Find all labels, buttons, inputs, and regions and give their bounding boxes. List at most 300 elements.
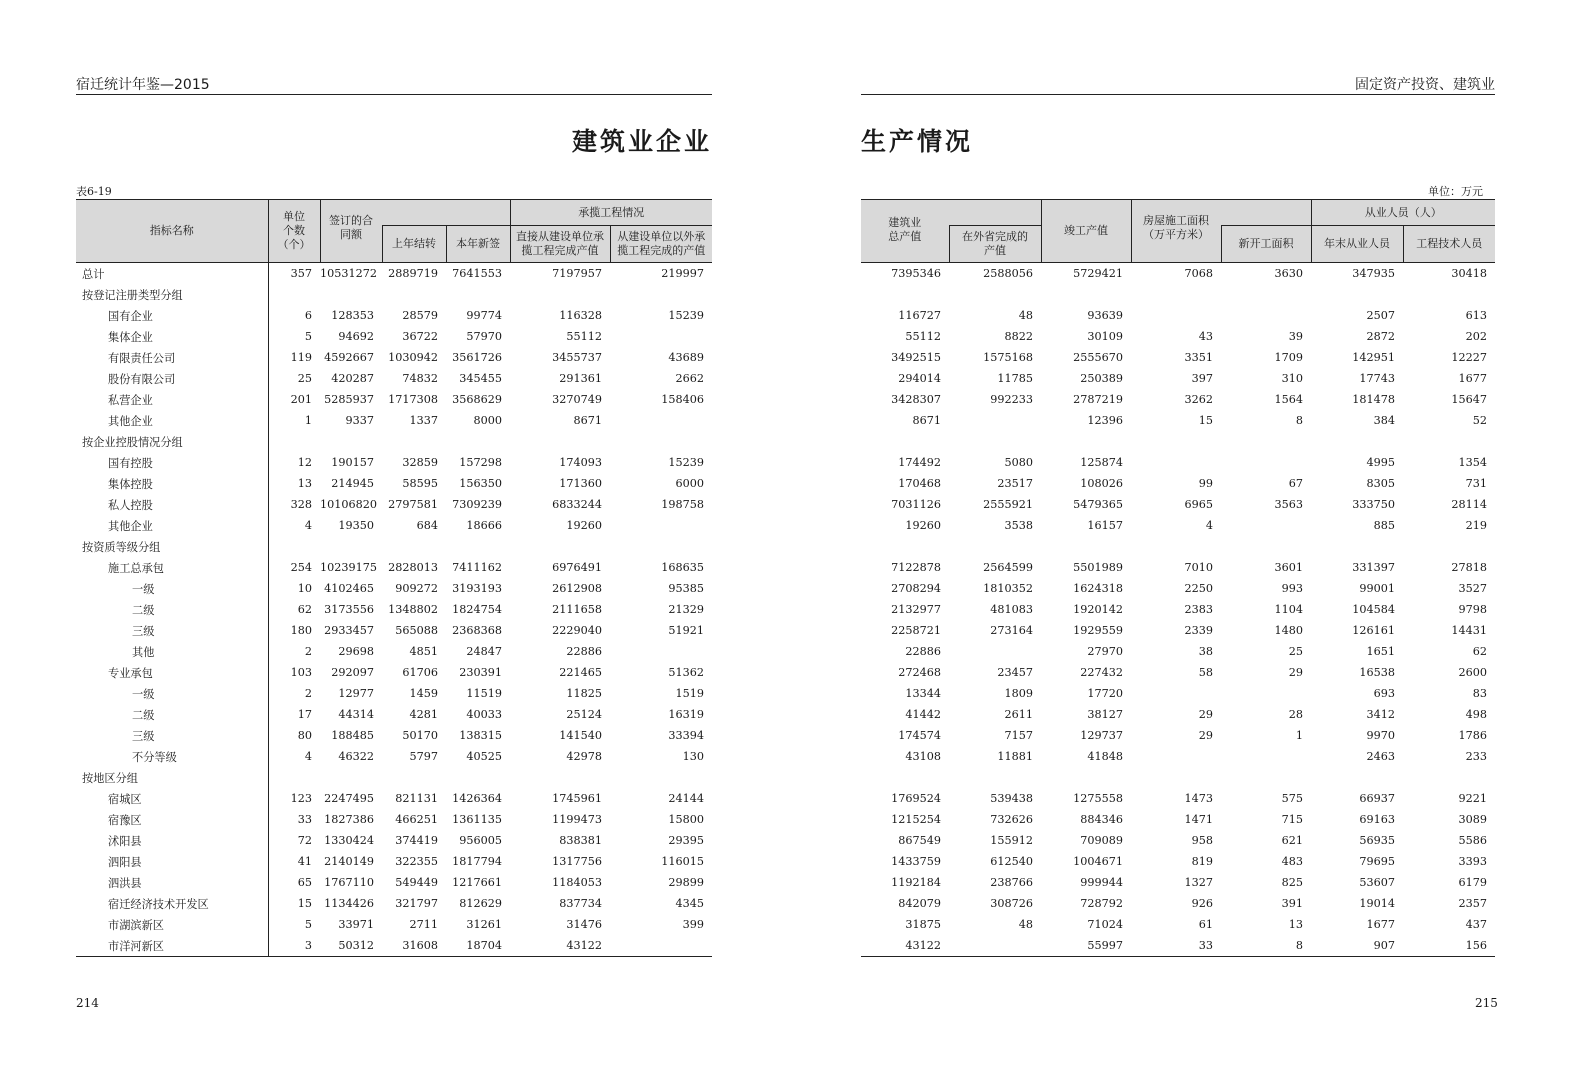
table-cell: 384: [1373, 414, 1395, 427]
header-rule-left: [76, 94, 712, 95]
table-cell: 907: [1311, 935, 1403, 957]
table-cell: 2872: [1366, 330, 1395, 343]
table-cell: 812629: [459, 897, 502, 910]
table-cell: 1677: [1366, 918, 1395, 931]
table-cell: 884346: [1080, 813, 1123, 826]
table-cell: 168635: [661, 561, 704, 574]
col-area-header: 房屋施工面积 （万平方米）: [1131, 200, 1221, 263]
table-cell: 7068: [1184, 267, 1213, 280]
table-cell: 104584: [1352, 603, 1395, 616]
table-row: [76, 410, 712, 431]
running-header-left: 宿迁统计年鉴—2015: [76, 77, 210, 93]
table-row: [76, 620, 712, 641]
table-cell: 219: [1465, 519, 1487, 532]
table-cell: [1221, 284, 1311, 305]
table-cell: 126161: [1352, 624, 1395, 637]
table-cell: 41442: [905, 708, 941, 721]
table-cell: 2132977: [891, 603, 941, 616]
table-cell: 549449: [395, 876, 438, 889]
table-cell: 5479365: [1073, 498, 1123, 511]
table-cell: 201: [290, 393, 312, 406]
table-cell: 4: [304, 750, 312, 763]
table-cell: 1330424: [324, 834, 374, 847]
table-cell: 13344: [905, 687, 941, 700]
row-label: 不分等级: [76, 746, 268, 767]
table-row: [76, 494, 712, 515]
table-cell: [1041, 284, 1131, 305]
table-cell: 1745961: [552, 792, 602, 805]
table-cell: 294014: [898, 372, 941, 385]
table-cell: [382, 767, 446, 788]
table-cell: [510, 767, 610, 788]
table-cell: [382, 431, 446, 452]
row-label: 施工总承包: [76, 557, 268, 578]
table-cell: 4995: [1366, 456, 1395, 469]
table-row: [861, 641, 1495, 662]
table-cell: 12: [297, 456, 312, 469]
table-cell: [1131, 683, 1221, 704]
table-cell: 171360: [559, 477, 602, 490]
data-table-right: [861, 199, 1495, 957]
table-cell: [861, 536, 949, 557]
table-cell: 291361: [559, 372, 602, 385]
table-cell: 119: [290, 351, 312, 364]
table-cell: 44314: [338, 708, 374, 721]
table-cell: 141540: [559, 729, 602, 742]
table-cell: 374419: [395, 834, 438, 847]
row-label: 集体企业: [76, 326, 268, 347]
table-cell: 1030942: [388, 351, 438, 364]
table-cell: 15: [1198, 414, 1213, 427]
table-cell: 308726: [990, 897, 1033, 910]
table-cell: 158406: [661, 393, 704, 406]
table-row: [861, 284, 1495, 305]
table-cell: 53607: [1359, 876, 1395, 889]
table-row: [76, 557, 712, 578]
table-cell: 123: [290, 792, 312, 805]
table-row: [861, 746, 1495, 767]
table-row: [76, 662, 712, 683]
table-cell: 5285937: [324, 393, 374, 406]
table-cell: 292097: [331, 666, 374, 679]
table-cell: 7031126: [891, 498, 941, 511]
table-cell: 621: [1281, 834, 1303, 847]
table-cell: 31476: [566, 918, 602, 931]
table-cell: 174492: [898, 456, 941, 469]
table-cell: 437: [1465, 918, 1487, 931]
row-label: 一级: [76, 683, 268, 704]
table-cell: 93639: [1087, 309, 1123, 322]
table-row: [76, 284, 712, 305]
table-cell: 9221: [1458, 792, 1487, 805]
table-cell: 3630: [1274, 267, 1303, 280]
table-cell: 250389: [1080, 372, 1123, 385]
table-cell: 825: [1281, 876, 1303, 889]
table-cell: [320, 284, 382, 305]
table-cell: 95385: [668, 582, 704, 595]
table-cell: [510, 536, 610, 557]
table-cell: [610, 767, 712, 788]
table-cell: 1624318: [1073, 582, 1123, 595]
table-cell: 55997: [1041, 935, 1131, 957]
table-cell: [1311, 767, 1403, 788]
table-cell: 310: [1281, 372, 1303, 385]
table-cell: 43689: [668, 351, 704, 364]
table-cell: [320, 431, 382, 452]
table-cell: 1817794: [452, 855, 502, 868]
table-cell: 1354: [1458, 456, 1487, 469]
table-cell: 188485: [331, 729, 374, 742]
table-row: [861, 851, 1495, 872]
table-cell: 1337: [409, 414, 438, 427]
row-label: 其他: [76, 641, 268, 662]
table-cell: [949, 284, 1041, 305]
row-label: 按登记注册类型分组: [76, 284, 268, 305]
table-cell: 30109: [1087, 330, 1123, 343]
table-cell: 51362: [668, 666, 704, 679]
page-number-left: 214: [76, 996, 99, 1010]
table-cell: 227432: [1080, 666, 1123, 679]
table-cell: 5797: [409, 750, 438, 763]
table-cell: [1221, 746, 1311, 767]
table-cell: 27818: [1451, 561, 1487, 574]
table-cell: [382, 536, 446, 557]
table-cell: [1403, 536, 1495, 557]
table-cell: 62: [297, 603, 312, 616]
table-cell: 142951: [1352, 351, 1395, 364]
table-cell: 18666: [466, 519, 502, 532]
table-cell: 29: [1288, 666, 1303, 679]
table-cell: [1403, 767, 1495, 788]
table-cell: [446, 284, 510, 305]
table-cell: [1221, 683, 1311, 704]
table-cell: 3: [268, 935, 320, 957]
col-total-blank: [949, 200, 1041, 226]
table-cell: 613: [1465, 309, 1487, 322]
row-label: 国有控股: [76, 452, 268, 473]
table-cell: 19014: [1359, 897, 1395, 910]
table-cell: 156: [1403, 935, 1495, 957]
table-cell: 65: [297, 876, 312, 889]
page-title-left: 建筑业企业: [572, 127, 713, 156]
table-cell: [1221, 452, 1311, 473]
col-tech-header: 工程技术人员: [1403, 226, 1495, 263]
table-cell: 1920142: [1073, 603, 1123, 616]
table-row: [76, 788, 712, 809]
table-cell: 5: [304, 918, 312, 931]
table-cell: 3601: [1274, 561, 1303, 574]
table-cell: [949, 641, 1041, 662]
table-cell: 99001: [1359, 582, 1395, 595]
table-cell: 2828013: [388, 561, 438, 574]
table-cell: 15647: [1451, 393, 1487, 406]
table-cell: 198758: [661, 498, 704, 511]
table-cell: 31608: [382, 935, 446, 957]
table-cell: 29: [1198, 708, 1213, 721]
table-cell: 575: [1281, 792, 1303, 805]
table-cell: 7197957: [552, 267, 602, 280]
table-row: [76, 683, 712, 704]
table-cell: 43122: [861, 935, 949, 957]
table-row: [861, 473, 1495, 494]
table-cell: [510, 284, 610, 305]
table-row: [861, 935, 1495, 957]
table-cell: 22886: [566, 645, 602, 658]
table-row: [76, 368, 712, 389]
table-cell: 322355: [395, 855, 438, 868]
table-cell: 233: [1465, 750, 1487, 763]
table-cell: 24144: [668, 792, 704, 805]
table-cell: 6179: [1458, 876, 1487, 889]
table-cell: 5729421: [1073, 267, 1123, 280]
table-cell: 1767110: [324, 876, 374, 889]
table-cell: [610, 284, 712, 305]
table-cell: 885: [1373, 519, 1395, 532]
table-cell: 2383: [1184, 603, 1213, 616]
table-row: [861, 683, 1495, 704]
table-cell: 2463: [1366, 750, 1395, 763]
table-cell: 837734: [559, 897, 602, 910]
table-cell: 1327: [1184, 876, 1213, 889]
table-cell: 1827386: [324, 813, 374, 826]
row-label: 其他企业: [76, 410, 268, 431]
table-cell: [446, 536, 510, 557]
table-cell: 22886: [905, 645, 941, 658]
table-row: [861, 788, 1495, 809]
table-cell: 15: [297, 897, 312, 910]
table-cell: 1361135: [452, 813, 502, 826]
table-cell: 108026: [1080, 477, 1123, 490]
table-cell: [861, 431, 949, 452]
table-cell: 498: [1465, 708, 1487, 721]
table-cell: 48: [1018, 918, 1033, 931]
running-header-right: 固定资产投资、建筑业: [1355, 77, 1495, 93]
table-cell: 3492515: [891, 351, 941, 364]
table-cell: 116015: [661, 855, 704, 868]
table-cell: 1809: [1004, 687, 1033, 700]
table-cell: [320, 536, 382, 557]
table-cell: 1433759: [891, 855, 941, 868]
table-cell: [949, 767, 1041, 788]
table-cell: 38127: [1087, 708, 1123, 721]
table-cell: 31261: [466, 918, 502, 931]
col-other-header: 从建设单位以外承 揽工程完成的产值: [610, 226, 712, 263]
table-cell: 273164: [990, 624, 1033, 637]
row-label: 一级: [76, 578, 268, 599]
table-cell: 1717308: [388, 393, 438, 406]
table-cell: 23517: [997, 477, 1033, 490]
table-cell: 483: [1281, 855, 1303, 868]
row-label: 股份有限公司: [76, 368, 268, 389]
table-row: [76, 914, 712, 935]
table-cell: 2: [304, 645, 312, 658]
table-cell: 99: [1198, 477, 1213, 490]
table-cell: 5501989: [1073, 561, 1123, 574]
row-label: 按企业控股情况分组: [76, 431, 268, 452]
table-row: [76, 536, 712, 557]
table-cell: 17: [297, 708, 312, 721]
table-id: 表6-19: [76, 185, 112, 198]
table-cell: 1275558: [1073, 792, 1123, 805]
table-row: [76, 830, 712, 851]
table-cell: [610, 515, 712, 536]
table-cell: 33971: [338, 918, 374, 931]
table-cell: 29698: [338, 645, 374, 658]
table-cell: 909272: [395, 582, 438, 595]
table-row: [76, 641, 712, 662]
table-cell: [1311, 431, 1403, 452]
table-row: [76, 809, 712, 830]
row-label: 二级: [76, 599, 268, 620]
table-row: [76, 767, 712, 788]
table-cell: 993: [1281, 582, 1303, 595]
table-cell: [861, 284, 949, 305]
table-cell: 3568629: [452, 393, 502, 406]
table-row: [861, 620, 1495, 641]
table-cell: 79695: [1359, 855, 1395, 868]
table-cell: [949, 410, 1041, 431]
table-row: [76, 893, 712, 914]
col-contract-blank: [382, 200, 510, 226]
table-cell: 2555921: [983, 498, 1033, 511]
table-row: [861, 767, 1495, 788]
table-row: [76, 389, 712, 410]
table-row: [76, 263, 712, 285]
table-cell: 25124: [566, 708, 602, 721]
table-cell: 397: [1191, 372, 1213, 385]
table-cell: 7411162: [452, 561, 502, 574]
table-row: [861, 515, 1495, 536]
table-cell: 7309239: [452, 498, 502, 511]
table-cell: 214945: [331, 477, 374, 490]
table-row: [861, 452, 1495, 473]
table-cell: 1459: [409, 687, 438, 700]
table-cell: [1221, 305, 1311, 326]
table-cell: 29395: [668, 834, 704, 847]
table-cell: 23457: [997, 666, 1033, 679]
table-cell: 842079: [898, 897, 941, 910]
table-cell: 709089: [1080, 834, 1123, 847]
table-cell: 21329: [668, 603, 704, 616]
table-cell: 66937: [1359, 792, 1395, 805]
col-name-header: 指标名称: [76, 200, 268, 263]
table-cell: 3428307: [891, 393, 941, 406]
table-cell: 10: [297, 582, 312, 595]
table-row: [861, 410, 1495, 431]
table-row: [861, 809, 1495, 830]
table-row: [861, 704, 1495, 725]
table-cell: 156350: [459, 477, 502, 490]
row-label: 沭阳县: [76, 830, 268, 851]
table-cell: [949, 431, 1041, 452]
table-cell: 1215254: [891, 813, 941, 826]
table-cell: 61: [1198, 918, 1213, 931]
table-cell: 180: [290, 624, 312, 637]
table-cell: 28: [1288, 708, 1303, 721]
table-cell: 61706: [402, 666, 438, 679]
table-cell: 31875: [905, 918, 941, 931]
table-row: [861, 494, 1495, 515]
table-cell: 1824754: [452, 603, 502, 616]
table-cell: [1131, 746, 1221, 767]
table-cell: [1131, 536, 1221, 557]
table-cell: 9970: [1366, 729, 1395, 742]
row-label: 三级: [76, 620, 268, 641]
table-cell: [1221, 767, 1311, 788]
table-cell: [1041, 767, 1131, 788]
table-cell: 2507: [1366, 309, 1395, 322]
table-cell: 51921: [668, 624, 704, 637]
table-cell: 16538: [1359, 666, 1395, 679]
table-cell: 33: [1131, 935, 1221, 957]
table-row: [861, 914, 1495, 935]
table-cell: 25: [1288, 645, 1303, 658]
table-cell: 128353: [331, 309, 374, 322]
table-cell: 116727: [898, 309, 941, 322]
table-cell: 24847: [466, 645, 502, 658]
table-cell: 391: [1281, 897, 1303, 910]
table-cell: [1131, 431, 1221, 452]
table-cell: [949, 935, 1041, 957]
table-cell: 2258721: [891, 624, 941, 637]
col-area-blank: [1221, 200, 1311, 226]
table-cell: 38: [1198, 645, 1213, 658]
row-label: 集体控股: [76, 473, 268, 494]
table-cell: 328: [290, 498, 312, 511]
table-cell: [1041, 431, 1131, 452]
table-cell: 69163: [1359, 813, 1395, 826]
row-label: 其他企业: [76, 515, 268, 536]
table-cell: 4: [304, 519, 312, 532]
table-cell: [610, 935, 712, 957]
row-label: 三级: [76, 725, 268, 746]
table-cell: 715: [1281, 813, 1303, 826]
row-label: 二级: [76, 704, 268, 725]
table-cell: 62: [1472, 645, 1487, 658]
table-cell: 11785: [997, 372, 1033, 385]
table-cell: 4851: [409, 645, 438, 658]
row-label: 宿迁经济技术开发区: [76, 893, 268, 914]
table-cell: 28579: [402, 309, 438, 322]
table-cell: 3173556: [324, 603, 374, 616]
table-cell: 230391: [459, 666, 502, 679]
table-cell: 956005: [459, 834, 502, 847]
table-row: [76, 746, 712, 767]
table-cell: 1564: [1274, 393, 1303, 406]
table-cell: 52: [1472, 414, 1487, 427]
table-cell: 2140149: [324, 855, 374, 868]
table-cell: 7122878: [891, 561, 941, 574]
table-cell: 3527: [1458, 582, 1487, 595]
table-row: [76, 452, 712, 473]
table-cell: 16157: [1087, 519, 1123, 532]
table-cell: 1519: [675, 687, 704, 700]
table-cell: 1471: [1184, 813, 1213, 826]
col-direct-header: 直接从建设单位承 揽工程完成产值: [510, 226, 610, 263]
table-row: [861, 599, 1495, 620]
table-cell: 6976491: [552, 561, 602, 574]
table-cell: [510, 431, 610, 452]
table-cell: 2250: [1184, 582, 1213, 595]
table-cell: 565088: [395, 624, 438, 637]
table-cell: 1426364: [452, 792, 502, 805]
table-row: [861, 347, 1495, 368]
table-cell: 1: [1295, 729, 1303, 742]
table-row: [861, 305, 1495, 326]
table-cell: 155912: [990, 834, 1033, 847]
table-cell: 8305: [1366, 477, 1395, 490]
table-cell: 2368368: [452, 624, 502, 637]
